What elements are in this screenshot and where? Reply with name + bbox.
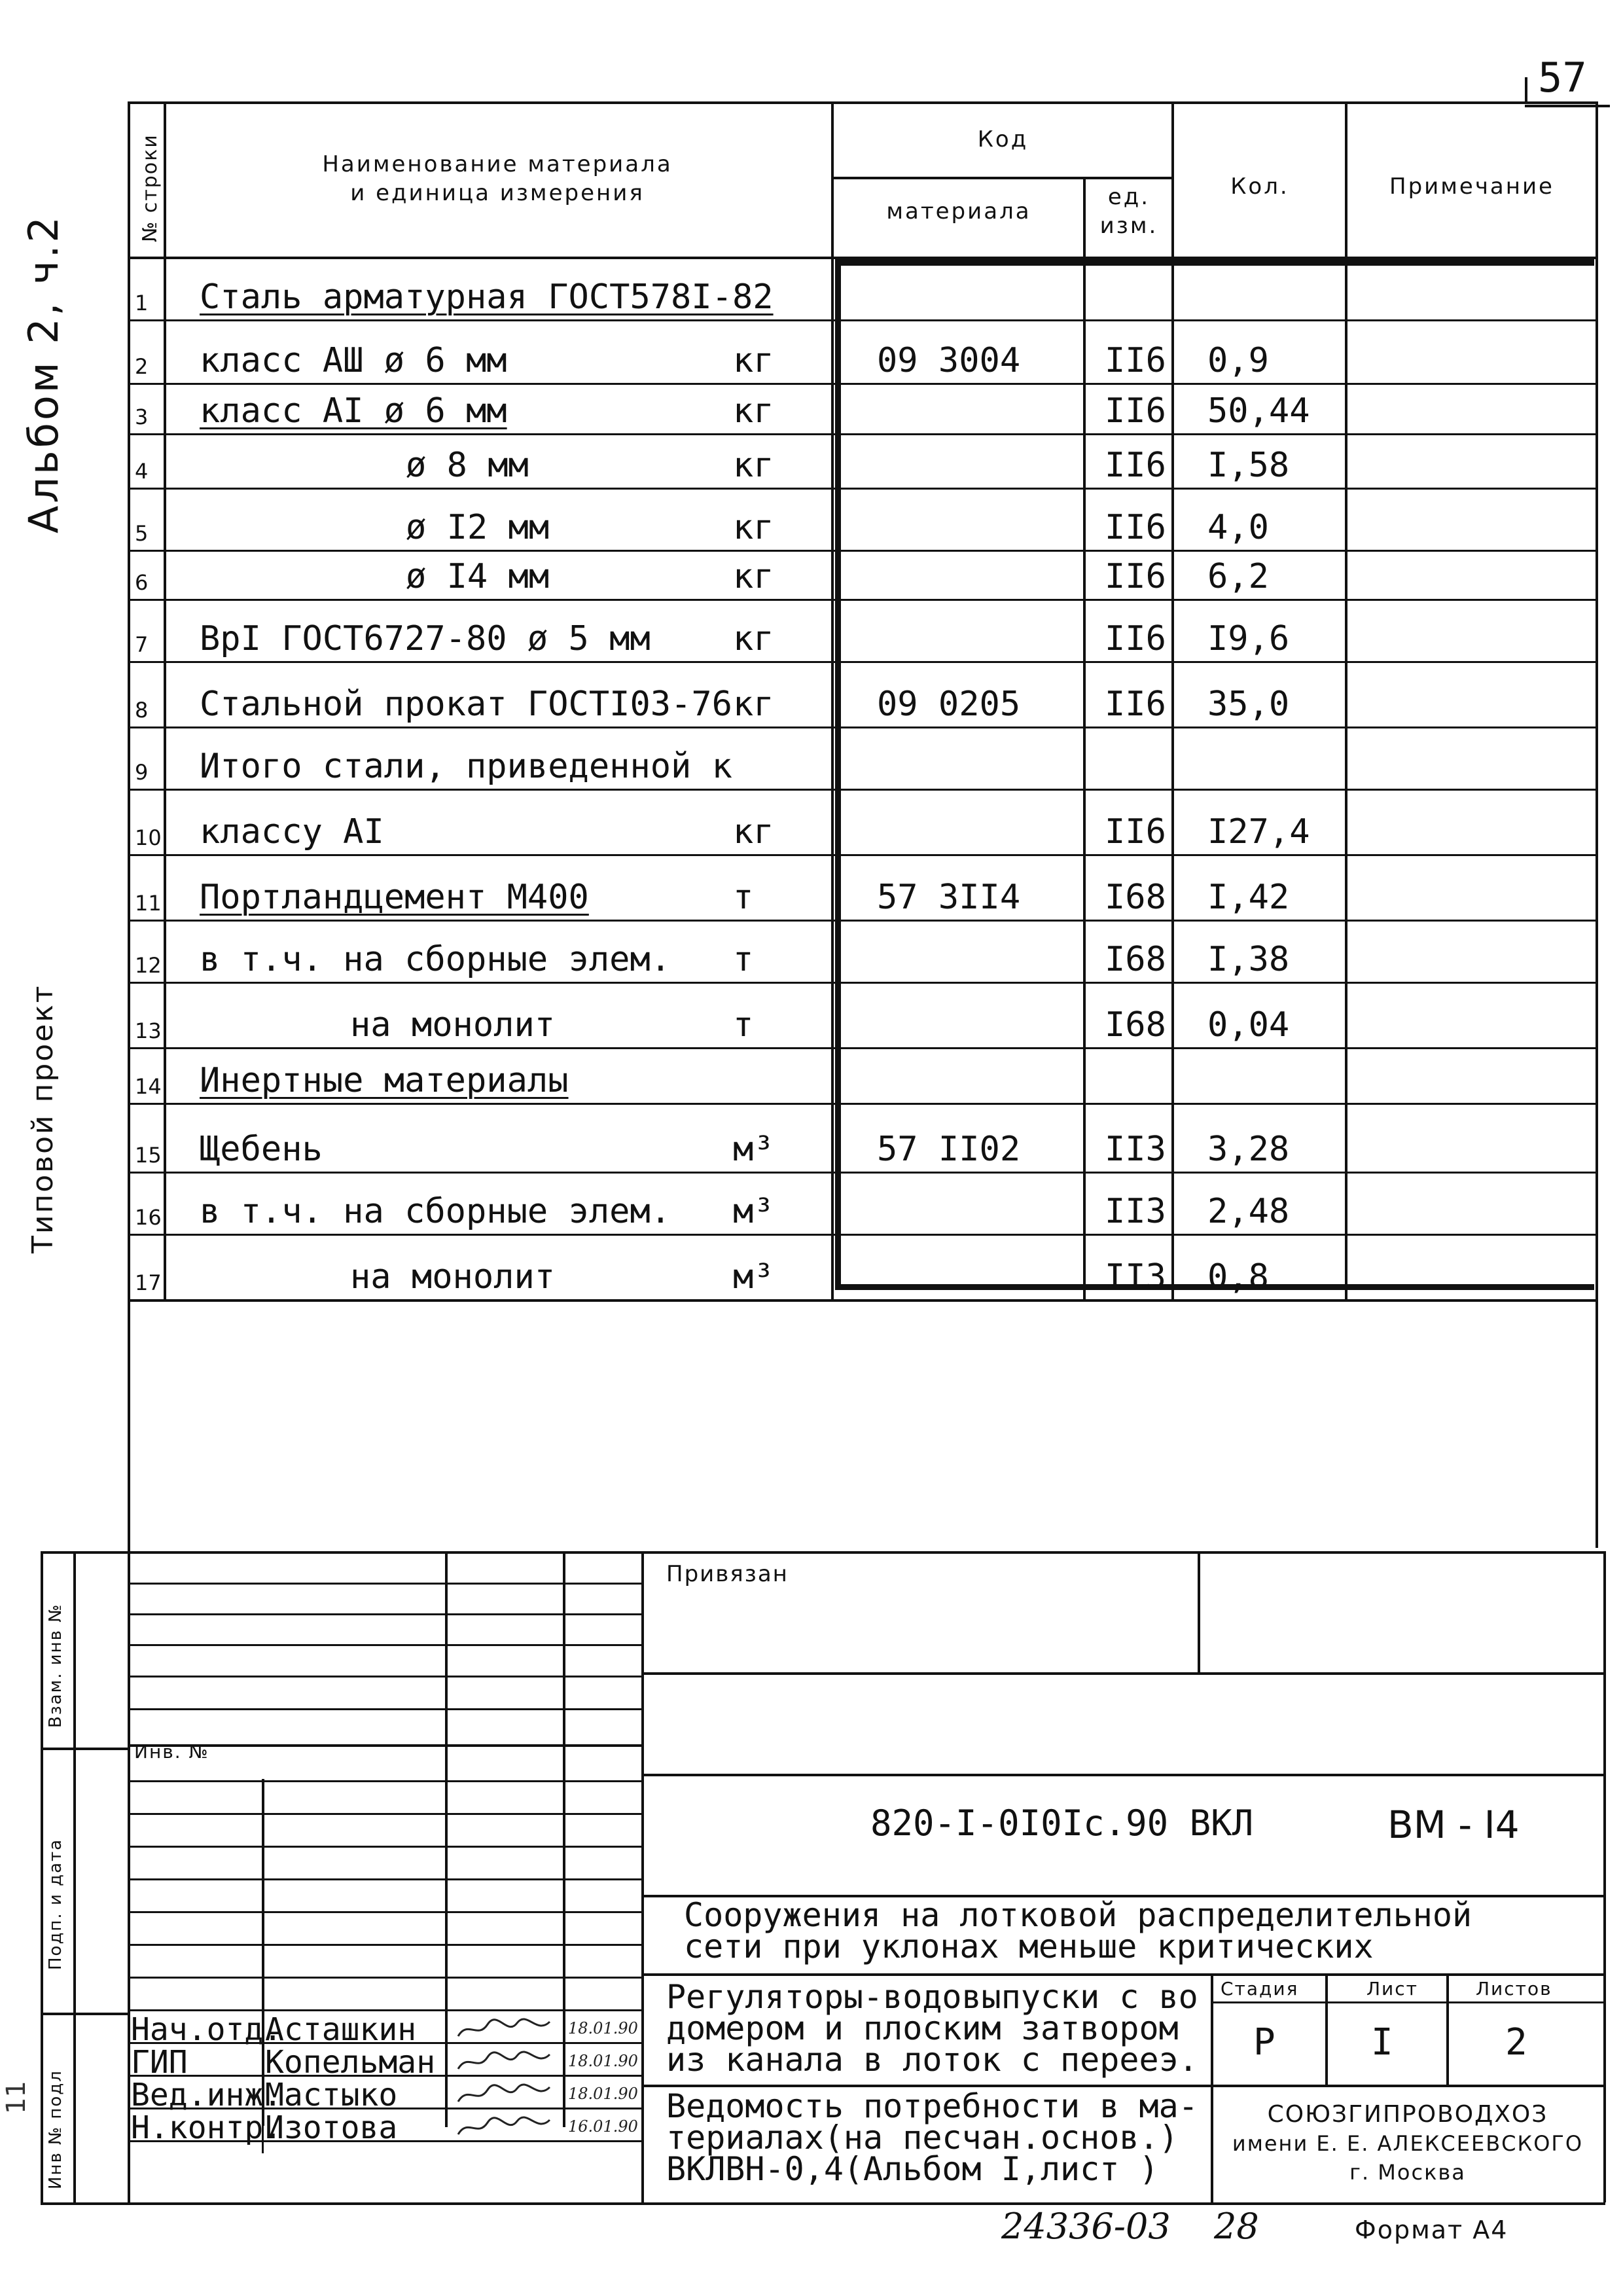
title3-line2: териалах(на песчан.основ.) <box>666 2119 1179 2157</box>
signer-date: 16.01.90 <box>568 2117 638 2136</box>
footer-number: 24336-03 <box>1001 2206 1171 2247</box>
row-number: 5 <box>135 521 149 546</box>
row-qty: 50,44 <box>1207 391 1310 431</box>
row-name: классу АI <box>200 812 384 852</box>
title1-line2: сети при уклонах меньше критических <box>684 1928 1374 1965</box>
row-qty: 0,04 <box>1207 1005 1290 1045</box>
row-unit-code: II6 <box>1105 508 1166 547</box>
row-number: 13 <box>135 1018 162 1043</box>
signer-date: 18.01.90 <box>568 2052 638 2070</box>
row-number: 15 <box>135 1143 162 1168</box>
header-row-no: № строки <box>139 134 162 242</box>
title1-line1: Сооружения на лотковой распределительной <box>684 1896 1472 1934</box>
page-number-tick <box>1525 77 1527 103</box>
row-name: на монолит <box>350 1005 556 1045</box>
header-code: Код <box>977 126 1029 152</box>
stage-value: Р <box>1253 2021 1275 2064</box>
row-unit-code: I68 <box>1105 1005 1166 1045</box>
row-divider <box>128 982 1598 984</box>
row-number: 10 <box>135 825 162 850</box>
row-number: 8 <box>135 698 149 723</box>
signature <box>455 2115 553 2138</box>
row-name: Стальной прокат ГОСТI03-76 <box>200 685 732 724</box>
row-name: ø 8 мм <box>406 446 529 485</box>
title3-line3: ВКЛВН-0,4(Альбом I,лист ) <box>666 2150 1159 2188</box>
row-unit-code: II6 <box>1105 685 1166 724</box>
header-name-line1: Наименование материала <box>322 151 673 177</box>
row-unit: т <box>733 878 754 917</box>
row-unit: м³ <box>733 1257 774 1297</box>
row-name: на монолит <box>350 1257 556 1297</box>
doc-code: 820-I-0I0Iс.90 ВКЛ <box>870 1803 1254 1844</box>
row-unit: м³ <box>733 1130 774 1169</box>
signer-name: Асташкин <box>265 2011 417 2048</box>
row-qty: I27,4 <box>1207 812 1310 852</box>
row-qty: 6,2 <box>1207 557 1269 596</box>
page-number: 57 <box>1538 54 1587 101</box>
row-qty: 0,8 <box>1207 1257 1269 1297</box>
row-unit-code: I68 <box>1105 940 1166 979</box>
header-unit-line1: ед. <box>1107 184 1150 210</box>
row-code: 09 0205 <box>877 685 1021 724</box>
row-name: Портландцемент М400 <box>200 878 589 917</box>
org-line2: имени Е. Е. АЛЕКСЕЕВСКОГО <box>1232 2131 1584 2156</box>
org-line3: г. Москва <box>1349 2160 1466 2185</box>
sheets-value: 2 <box>1505 2021 1527 2064</box>
row-unit-code: II3 <box>1105 1130 1166 1169</box>
row-unit-code: II6 <box>1105 391 1166 431</box>
row-unit-code: II6 <box>1105 619 1166 658</box>
signer-name: Копельман <box>265 2044 436 2081</box>
row-name: Щебень <box>200 1130 323 1169</box>
row-unit: кг <box>733 446 774 485</box>
signer-date: 18.01.90 <box>568 2085 638 2103</box>
title2-line2: домером и плоским затвором <box>666 2009 1179 2047</box>
row-qty: I,42 <box>1207 878 1290 917</box>
row-name: в т.ч. на сборные элем. <box>200 1192 671 1231</box>
row-unit: кг <box>733 812 774 852</box>
row-unit-code: II3 <box>1105 1257 1166 1297</box>
inv-podl-label: Инв № подл <box>46 2070 65 2189</box>
row-unit: кг <box>733 341 774 380</box>
row-unit-code: II6 <box>1105 446 1166 485</box>
row-name: класс АI ø 6 мм <box>200 391 507 431</box>
row-unit: кг <box>733 557 774 596</box>
row-number: 14 <box>135 1074 162 1099</box>
row-divider <box>128 550 1598 552</box>
row-divider <box>128 1234 1598 1236</box>
margin-fragment: 11 <box>1 2081 31 2114</box>
row-name: в т.ч. на сборные элем. <box>200 940 671 979</box>
row-divider <box>128 726 1598 728</box>
signer-date: 18.01.90 <box>568 2019 638 2037</box>
row-number: 1 <box>135 291 149 315</box>
row-unit: т <box>733 940 754 979</box>
row-divider <box>128 854 1598 856</box>
title2-line1: Регуляторы-водовыпуски с во <box>666 1978 1198 2016</box>
row-unit-code: I68 <box>1105 878 1166 917</box>
row-name: ø I4 мм <box>406 557 550 596</box>
row-number: 2 <box>135 354 149 379</box>
row-divider <box>128 920 1598 922</box>
album-label: Альбом 2, ч.2 <box>20 214 67 533</box>
title3-line1: Ведомость потребности в ма- <box>666 2087 1198 2125</box>
row-divider <box>128 488 1598 490</box>
stage-label: Стадия <box>1221 1978 1299 2000</box>
row-name: Инертные материалы <box>200 1061 569 1100</box>
footer-format: Формат А4 <box>1355 2215 1508 2244</box>
row-code: 57 II02 <box>877 1130 1021 1169</box>
row-divider <box>128 319 1598 321</box>
row-unit: кг <box>733 685 774 724</box>
row-divider <box>128 1103 1598 1105</box>
row-unit-code: II6 <box>1105 341 1166 380</box>
signer-name: Изотова <box>265 2109 398 2146</box>
row-qty: 2,48 <box>1207 1192 1290 1231</box>
row-name: Итого стали, приведенной к <box>200 747 732 786</box>
row-unit: кг <box>733 391 774 431</box>
row-qty: 3,28 <box>1207 1130 1290 1169</box>
row-unit-code: II6 <box>1105 812 1166 852</box>
header-name-line2: и единица измерения <box>350 180 645 206</box>
header-qty: Кол. <box>1230 173 1289 200</box>
row-qty: I,38 <box>1207 940 1290 979</box>
row-qty: I9,6 <box>1207 619 1290 658</box>
vzam-label: Взам. инв № <box>46 1603 65 1728</box>
row-qty: 0,9 <box>1207 341 1269 380</box>
sheets-label: Листов <box>1476 1978 1552 2000</box>
row-number: 3 <box>135 404 149 429</box>
row-unit: т <box>733 1005 754 1045</box>
privyazan-label: Привязан <box>666 1561 789 1587</box>
header-note: Примечание <box>1389 173 1554 200</box>
signer-role: Нач.отд. <box>131 2011 283 2048</box>
row-name: Сталь арматурная ГОСТ578I-82 <box>200 278 774 317</box>
org-line1: СОЮЗГИПРОВОДХОЗ <box>1267 2101 1548 2128</box>
row-divider <box>128 1172 1598 1174</box>
row-unit-code: II3 <box>1105 1192 1166 1231</box>
signer-role: Вед.инж. <box>131 2077 283 2113</box>
header-material: материала <box>886 198 1031 224</box>
row-name: ø I2 мм <box>406 508 550 547</box>
row-number: 11 <box>135 891 162 916</box>
signature <box>455 2082 553 2106</box>
signature <box>455 2049 553 2073</box>
signer-role: ГИП <box>131 2044 188 2081</box>
title2-line3: из канала в лоток с перееэ. <box>666 2041 1198 2079</box>
signer-role: Н.контр. <box>131 2109 283 2146</box>
row-code: 09 3004 <box>877 341 1021 380</box>
signer-name: Мастыко <box>265 2077 398 2113</box>
row-number: 9 <box>135 760 149 785</box>
row-unit-code: II6 <box>1105 557 1166 596</box>
podp-label: Подп. и дата <box>46 1838 65 1970</box>
signature <box>455 2017 553 2040</box>
row-divider <box>128 599 1598 601</box>
row-unit: м³ <box>733 1192 774 1231</box>
row-divider <box>128 433 1598 435</box>
row-number: 12 <box>135 953 162 978</box>
project-label: Типовой проект <box>26 984 60 1253</box>
sheet-label: Лист <box>1366 1978 1418 2000</box>
inv-no-label: Инв. № <box>134 1741 209 1763</box>
row-qty: I,58 <box>1207 446 1290 485</box>
sheet-value: I <box>1371 2021 1393 2064</box>
row-number: 17 <box>135 1270 162 1295</box>
footer-sub: 28 <box>1214 2206 1259 2247</box>
row-name: класс АШ ø 6 мм <box>200 341 507 380</box>
row-qty: 4,0 <box>1207 508 1269 547</box>
row-divider <box>128 383 1598 385</box>
row-code: 57 3II4 <box>877 878 1021 917</box>
row-number: 6 <box>135 570 149 595</box>
row-unit: кг <box>733 508 774 547</box>
row-number: 7 <box>135 632 149 657</box>
row-divider <box>128 1047 1598 1049</box>
row-divider <box>128 789 1598 791</box>
row-number: 16 <box>135 1205 162 1230</box>
row-unit: кг <box>733 619 774 658</box>
row-name: ВрI ГОСТ6727-80 ø 5 мм <box>200 619 651 658</box>
row-number: 4 <box>135 459 149 484</box>
row-qty: 35,0 <box>1207 685 1290 724</box>
sheet-code: ВМ - I4 <box>1387 1803 1520 1847</box>
row-divider <box>128 661 1598 663</box>
header-unit-line2: изм. <box>1099 213 1158 239</box>
